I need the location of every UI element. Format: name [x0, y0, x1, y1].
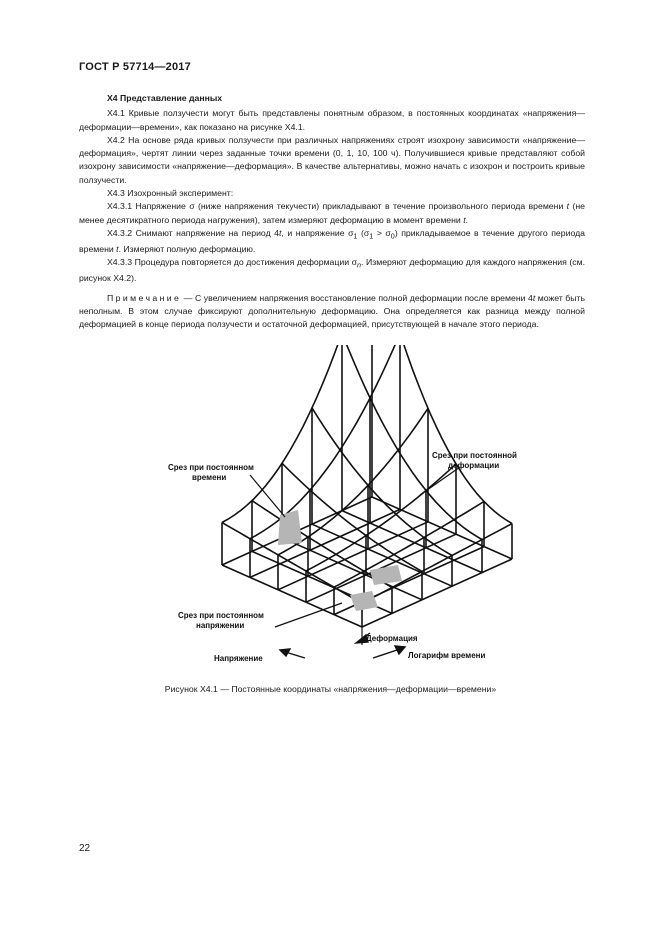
paragraph-x4-1: Х4.1 Кривые ползучести могут быть представлены понятным образом, в постоянных координатах «напряжения—деформации—времени», как показано на рисунке Х4.1.	[79, 108, 585, 132]
time-axis-arrow-line	[373, 649, 400, 658]
stress-slice-shade-2	[370, 565, 402, 585]
constant-time-curve	[372, 345, 512, 524]
label-stress-axis: Напряжение	[214, 654, 263, 663]
paragraph-x4-2: Х4.2 На основе ряда кривых ползучести при различных напряжениях строят изохрону зависимости «напряжение—деформация», чертят линии через заданные точки времени (0, 1, 10, 100 ч). Получившиеся кривые представляют собой изохрону зависимости «напряжение—деформация». В качестве альтернативы, можно начать с изохрон и построить кривые ползучести.	[79, 134, 585, 185]
document-header: ГОСТ Р 57714—2017	[79, 61, 191, 73]
note-label: Примечание	[107, 292, 182, 303]
label-time-slice-top-2: времени	[192, 473, 227, 482]
label-time-slice-top-1: Срез при постоянном	[168, 463, 254, 472]
label-stress-slice-2: напряжении	[196, 621, 245, 630]
stress-axis-arrow-head	[280, 649, 290, 656]
base-grid-line	[342, 511, 482, 573]
stress-slice-shade	[350, 591, 378, 611]
figure-stress-strain-time-surface	[130, 345, 550, 675]
label-log-time-axis: Логарифм времени	[408, 651, 486, 660]
label-deformation-axis: Деформация	[366, 634, 418, 643]
constant-stress-curve	[250, 345, 400, 539]
label-stress-slice-1: Срез при постоянном	[178, 611, 264, 620]
leader-deform-slice	[420, 467, 460, 495]
paragraph-x4-3-1: Х4.3.1 Напряжение σ (ниже напряжения текучести) прикладывают в течение произвольного периода времени t (не менее десятикратного периода нагружения), затем измеряют деформацию в момент времени t.	[79, 201, 585, 225]
constant-time-curve	[282, 463, 422, 571]
paragraph-x4-3: Х4.3 Изохронный эксперимент:	[107, 188, 234, 199]
label-deform-slice-1: Срез при постоянной	[432, 451, 517, 460]
document-body	[79, 92, 585, 332]
surface-diagram	[130, 345, 550, 675]
time-axis-arrow-head	[395, 646, 405, 654]
note-paragraph: Примечание — С увеличением напряжения восстановление полной деформации после времени 4t может быть неполным. В этом случае фиксируют дополнительную деформацию. Она определяется как разница между полной деформацией в конце периода ползучести и остаточной деформацией, присутствующей в начале этого периода.	[79, 292, 586, 330]
figure-caption: Рисунок Х4.1 — Постоянные координаты «напряжения—деформации—времени»	[164, 684, 497, 694]
time-slice-shade	[278, 510, 302, 545]
label-deform-slice-2: деформации	[448, 461, 500, 470]
paragraph-x4-3-2: Х4.3.2 Снимают напряжение на период 4t, и напряжение $\sigma_1$ $(\sigma_1 > \sigma_0)$ прикладываемое в течение другого периода времени t. Измеряют полную деформацию.	[79, 227, 585, 254]
paragraph-x4-3-3: Х4.3.3 Процедура повторяется до достижения деформации $\sigma_n$. Измеряют деформацию для каждого напряжения (см. рисунок Х4.2).	[79, 257, 585, 284]
section-title: Х4 Представление данных	[107, 93, 223, 103]
page-number: 22	[79, 843, 91, 854]
constant-time-curve	[342, 345, 482, 540]
leader-stress-slice	[275, 603, 342, 627]
surface-mesh	[222, 345, 512, 627]
